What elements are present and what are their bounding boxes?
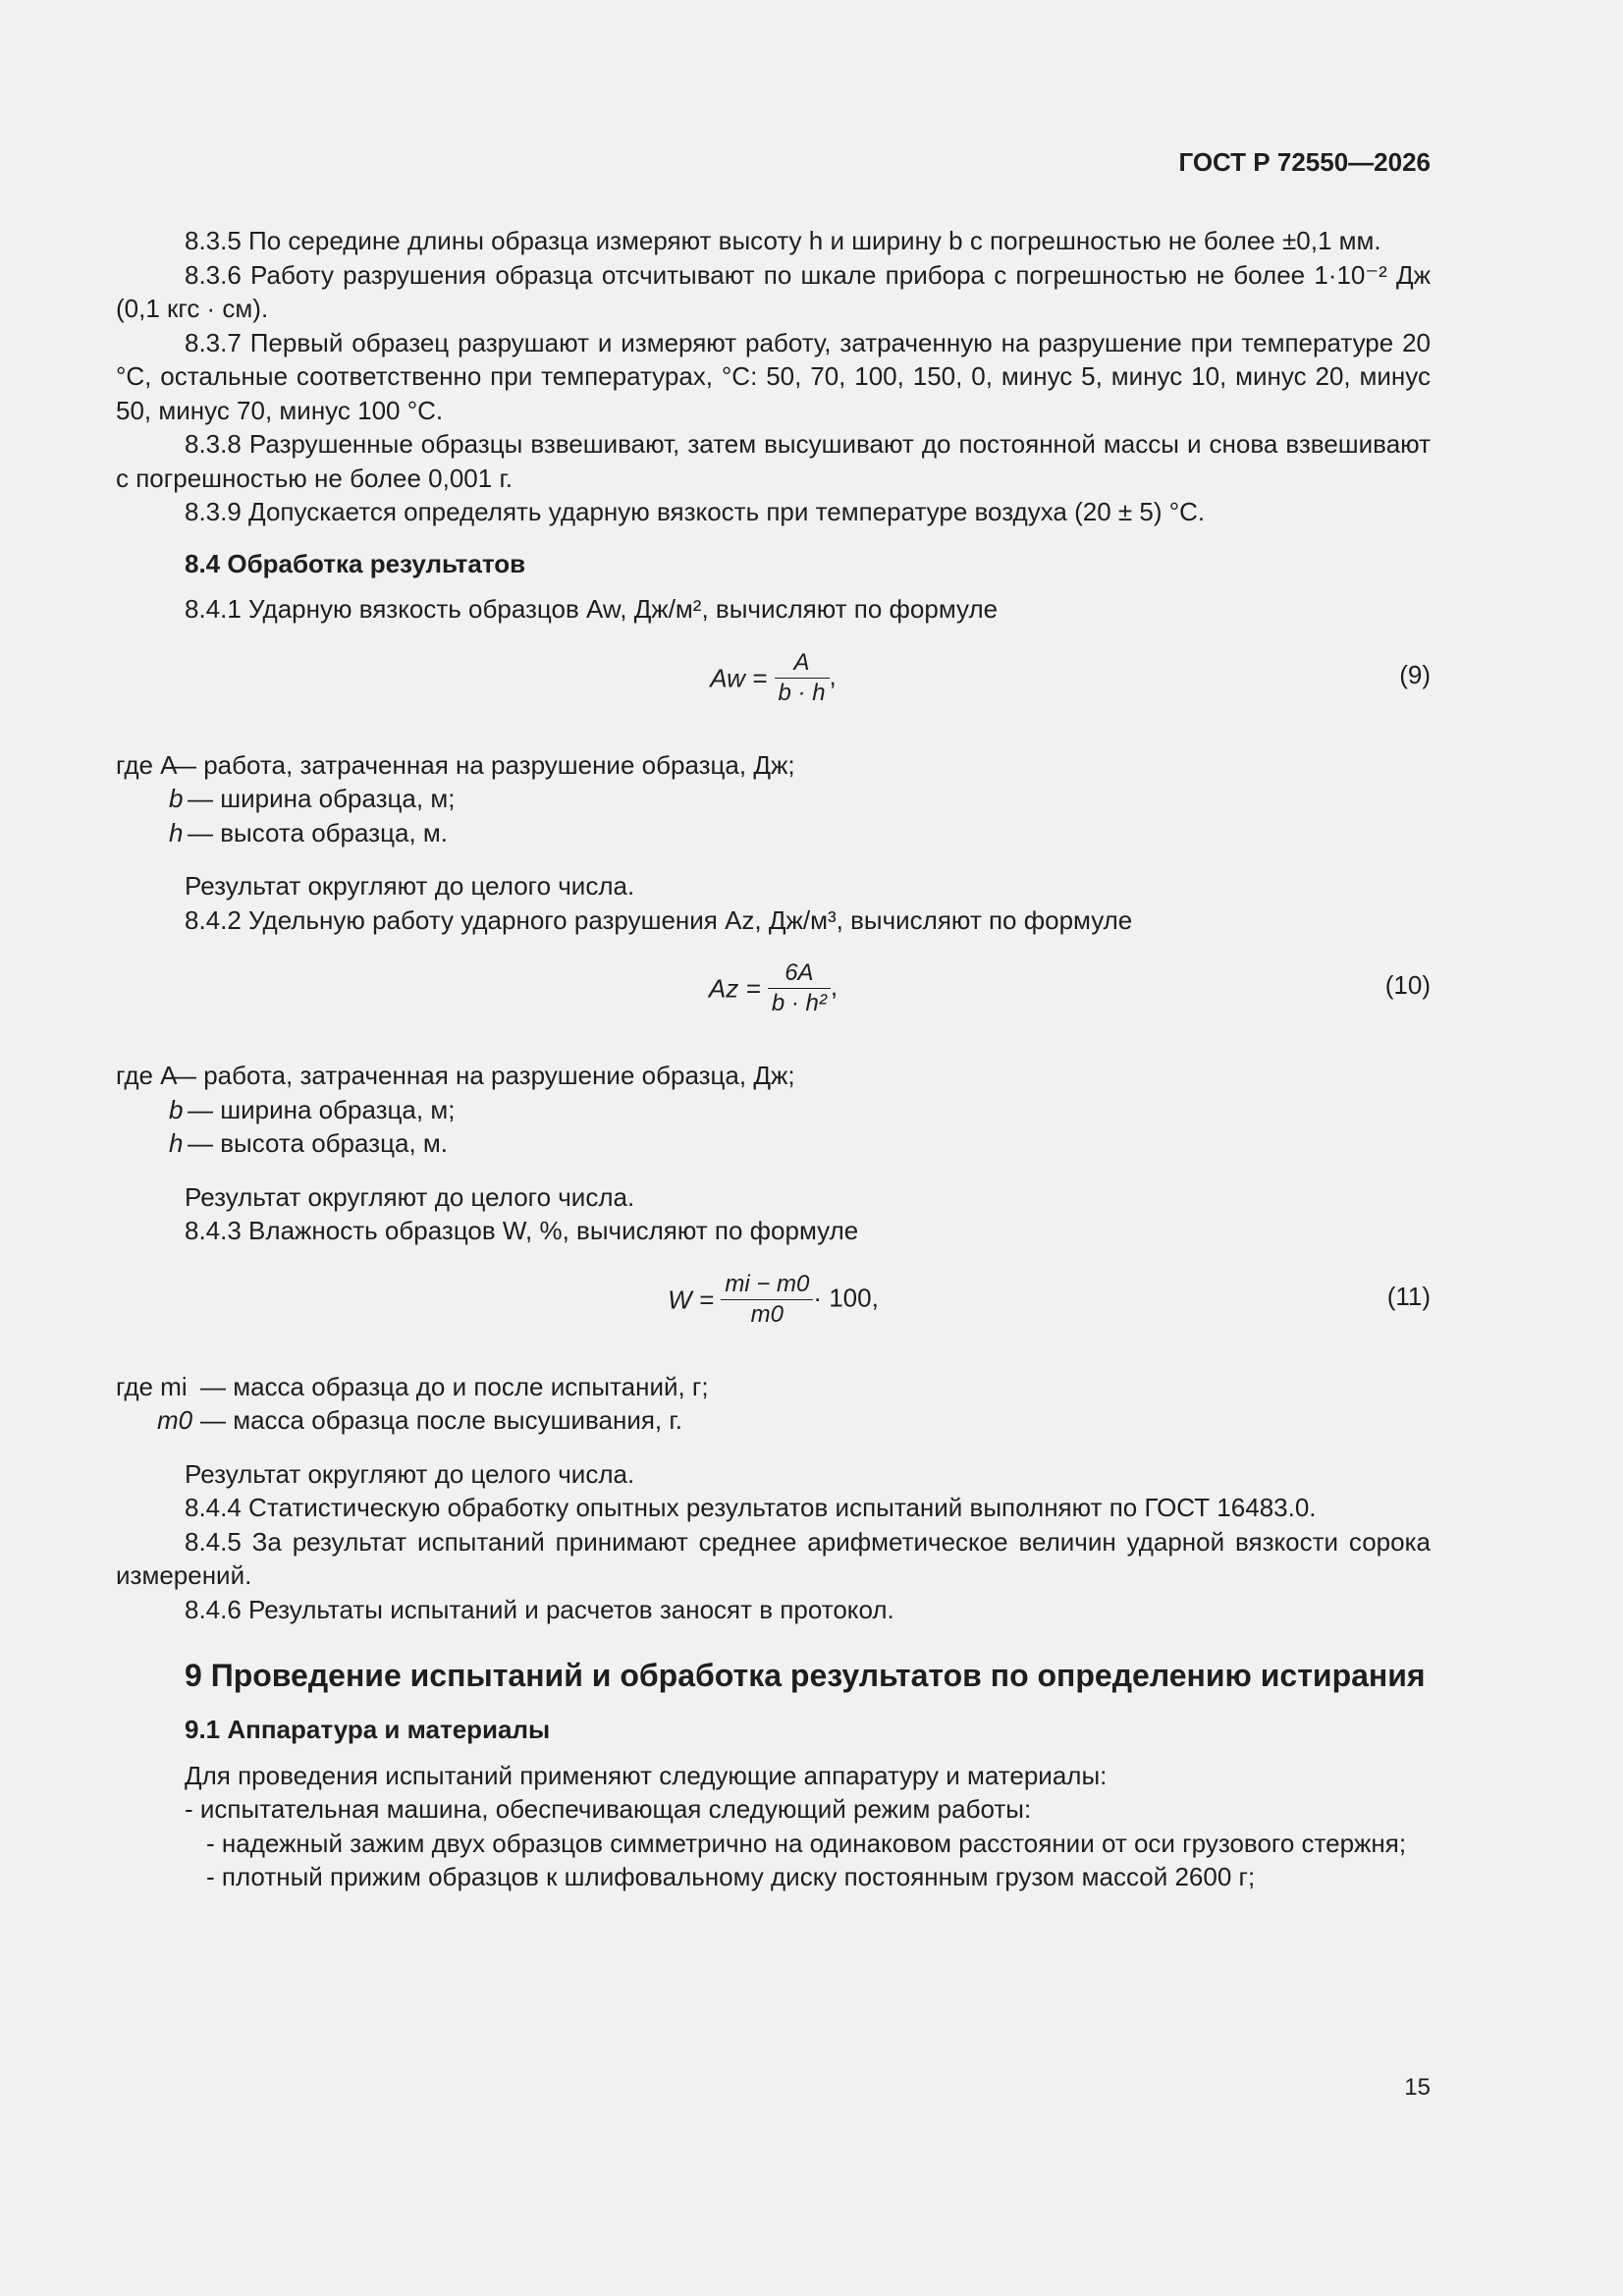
machine-mode-pressure: - плотный прижим образцов к шлифовальному диску постоянным грузом массой 2600 г;: [206, 1862, 1256, 1891]
where-item: где A — работа, затраченная на разрушение образца, Дж;: [116, 749, 795, 780]
formula-9-lhs: Aw =: [710, 662, 768, 692]
formula-11-denominator: m0: [750, 1300, 784, 1328]
page-body: [116, 224, 1431, 1894]
formula-9-numerator: A: [775, 648, 830, 679]
section-8-4-heading: 8.4 Обработка результатов: [185, 548, 526, 578]
where-item: где mi — масса образца до и после испытаний, г;: [116, 1371, 709, 1401]
formula-11-fraction: [721, 1270, 813, 1330]
paragraph-8-4-5: 8.4.5 За результат испытаний принимают среднее арифметическое величин ударной вязкости сорока измерений.: [116, 1526, 1431, 1590]
section-9-heading: 9 Проведение испытаний и обработка результатов по определению истирания: [185, 1658, 1426, 1693]
formula-10-lhs: Az =: [708, 973, 761, 1004]
formula-10-denominator: b · h²: [771, 990, 827, 1016]
formula-10-numerator: 6A: [768, 958, 831, 989]
where-item: m0 — масса образца после высушивания, г.: [157, 1405, 682, 1435]
document-code-header: ГОСТ Р 72550—2026: [1178, 147, 1431, 177]
rounding-note-1: Результат округляют до целого числа.: [185, 871, 635, 901]
paragraph-8-4-1: 8.4.1 Ударную вязкость образцов Aw, Дж/м², вычисляют по формуле: [185, 594, 999, 624]
paragraph-8-4-4: 8.4.4 Статистическую обработку опытных результатов испытаний выполняют по ГОСТ 16483.0.: [185, 1493, 1317, 1522]
formula-9-fraction: [775, 648, 830, 708]
formula-11-numerator: mi − m0: [721, 1270, 813, 1300]
where-item: b — ширина образца, м;: [169, 1094, 456, 1124]
formula-10: [116, 937, 1431, 1055]
where-list-1: [116, 748, 1431, 850]
page-number: 15: [1404, 2074, 1431, 2101]
machine-mode-clamp: - надежный зажим двух образцов симметрично на одинаковом расстоянии от оси грузового стержня;: [206, 1828, 1407, 1858]
formula-10-fraction: [768, 958, 831, 1018]
paragraph-8-3-7: 8.3.7 Первый образец разрушают и измеряют работу, затраченную на разрушение при температуре 20 °С, остальные соответственно при температурах, °С: 50, 70, 100, 150, 0, минус 5, минус 10, минус 20, минус 50, минус 70, минус 100 °С.: [116, 327, 1431, 425]
paragraph-8-4-2: 8.4.2 Удельную работу ударного разрушения Az, Дж/м³, вычисляют по формуле: [185, 904, 1133, 935]
formula-10-number: (10): [1384, 970, 1431, 1000]
section-9-1-intro: Для проведения испытаний применяют следующие аппаратуру и материалы:: [185, 1760, 1108, 1790]
paragraph-8-4-6: 8.4.6 Результаты испытаний и расчетов заносят в протокол.: [185, 1594, 894, 1624]
formula-11-lhs: W =: [668, 1284, 715, 1314]
where-item: h — высота образца, м.: [169, 1128, 449, 1158]
where-item: b — ширина образца, м;: [169, 784, 456, 813]
formula-9-denominator: b · h: [778, 679, 826, 706]
paragraph-8-3-6: 8.3.6 Работу разрушения образца отсчитывают по шкале прибора с погрешностью не более 1·10⁻² Дж (0,1 кгс · см).: [116, 259, 1431, 323]
paragraph-8-3-8: 8.3.8 Разрушенные образцы взвешивают, затем высушивают до постоянной массы и снова взвешивают с погрешностью не более 0,001 г.: [116, 429, 1431, 493]
where-list-3: [116, 1370, 1431, 1438]
formula-11: [116, 1248, 1431, 1366]
formula-11-tail: · 100,: [813, 1282, 879, 1312]
formula-10-tail: ,: [830, 971, 839, 1002]
where-item: h — высота образца, м.: [169, 817, 449, 847]
section-9-1-heading: 9.1 Аппаратура и материалы: [185, 1715, 551, 1744]
paragraph-8-4-3: 8.4.3 Влажность образцов W, %, вычисляют по формуле: [185, 1216, 859, 1245]
formula-9-number: (9): [1399, 659, 1431, 689]
formula-9: [116, 627, 1431, 744]
rounding-note-2: Результат округляют до целого числа.: [185, 1181, 635, 1212]
rounding-note-3: Результат округляют до целого числа.: [185, 1458, 635, 1489]
equipment-item-machine: - испытательная машина, обеспечивающая следующий режим работы:: [185, 1794, 1032, 1824]
paragraph-8-3-9: 8.3.9 Допускается определять ударную вязкость при температуре воздуха (20 ± 5) °С.: [185, 497, 1206, 526]
formula-9-tail: ,: [829, 660, 837, 690]
paragraph-8-3-5: 8.3.5 По середине длины образца измеряют высоту h и ширину b с погрешностью не более ±0,1 мм.: [185, 226, 1381, 255]
formula-11-number: (11): [1386, 1281, 1431, 1311]
where-list-2: [116, 1059, 1431, 1161]
where-item: где A — работа, затраченная на разрушение образца, Дж;: [116, 1061, 795, 1090]
